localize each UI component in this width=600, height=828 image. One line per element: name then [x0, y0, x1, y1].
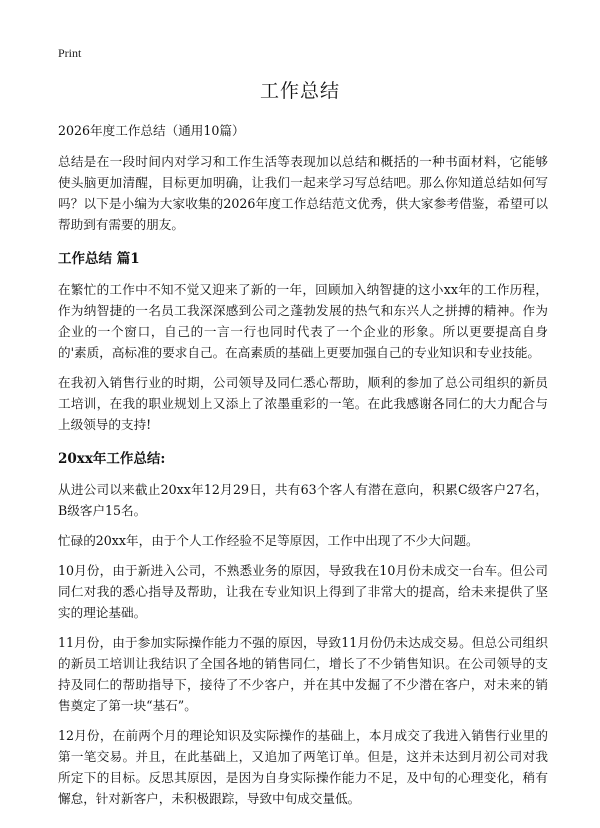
- section-heading-2: 20xx年工作总结:: [58, 451, 166, 467]
- document-subtitle: 2026年度工作总结（通用10篇）: [58, 123, 245, 138]
- print-link[interactable]: Print: [58, 46, 82, 60]
- page-title: 工作总结: [259, 80, 340, 102]
- paragraph: 10月份，由于新进入公司，不熟悉业务的原因，导致我在10月份未成交一台车。但公司同仁对我的悉心指导及帮助，让我在专业知识上得到了非常大的提高，给未来提供了坚实的理论基础。: [58, 563, 548, 620]
- document-body: [58, 120, 548, 818]
- intro-paragraph: 总结是在一段时间内对学习和工作生活等表现加以总结和概括的一种书面材料，它能够使头脑更加清醒，目标更加明确，让我们一起来学习写总结吧。那么你知道总结如何写吗？以下是小编为大家收集的2026年度工作总结范文优秀，供大家参考借鉴，希望可以帮助到有需要的朋友。: [58, 154, 548, 232]
- paragraph: 在繁忙的工作中不知不觉又迎来了新的一年，回顾加入纳智捷的这小xx年的工作历程，作为纳智捷的一名员工我深深感到公司之蓬勃发展的热气和东兴人之拼搏的精神。作为企业的一个窗口，自己的一言一行也同时代表了一个企业的形象。所以更要提高自身的'素质，高标准的要求自己。在高素质的基础上更要加强自己的专业知识和专业技能。: [58, 282, 548, 360]
- paragraph: 忙碌的20xx年，由于个人工作经验不足等原因，工作中出现了不少大问题。: [58, 533, 479, 548]
- paragraph: 在我初入销售行业的时期，公司领导及同仁悉心帮助，顺利的参加了总公司组织的新员工培训，在我的职业规划上又添上了浓墨重彩的一笔。在此我感谢各同仁的大力配合与上级领导的支持!: [58, 375, 548, 432]
- paragraph: 12月份，在前两个月的理论知识及实际操作的基础上，本月成交了我进入销售行业里的第一笔交易。并且，在此基础上，又追加了两笔订单。但是，这并未达到月初公司对我所定下的目标。反思其原因，是因为自身实际操作能力不足，及中旬的心理变化，稍有懈怠，针对新客户，未积极跟踪，导致中旬成交量低。: [58, 728, 548, 806]
- section-heading-1: 工作总结 篇1: [58, 251, 140, 267]
- paragraph: 从进公司以来截止20xx年12月29日，共有63个客人有潜在意向，积累C级客户27名，B级客户15名。: [58, 482, 548, 518]
- paragraph: 11月份，由于参加实际操作能力不强的原因，导致11月份仍未达成交易。但总公司组织的新员工培训让我结识了全国各地的销售同仁，增长了不少销售知识。在公司领导的支持及同仁的帮助指导下，接待了不少客户，并在其中发掘了不少潜在客户，对未来的销售奠定了第一块“基石”。: [58, 635, 548, 713]
